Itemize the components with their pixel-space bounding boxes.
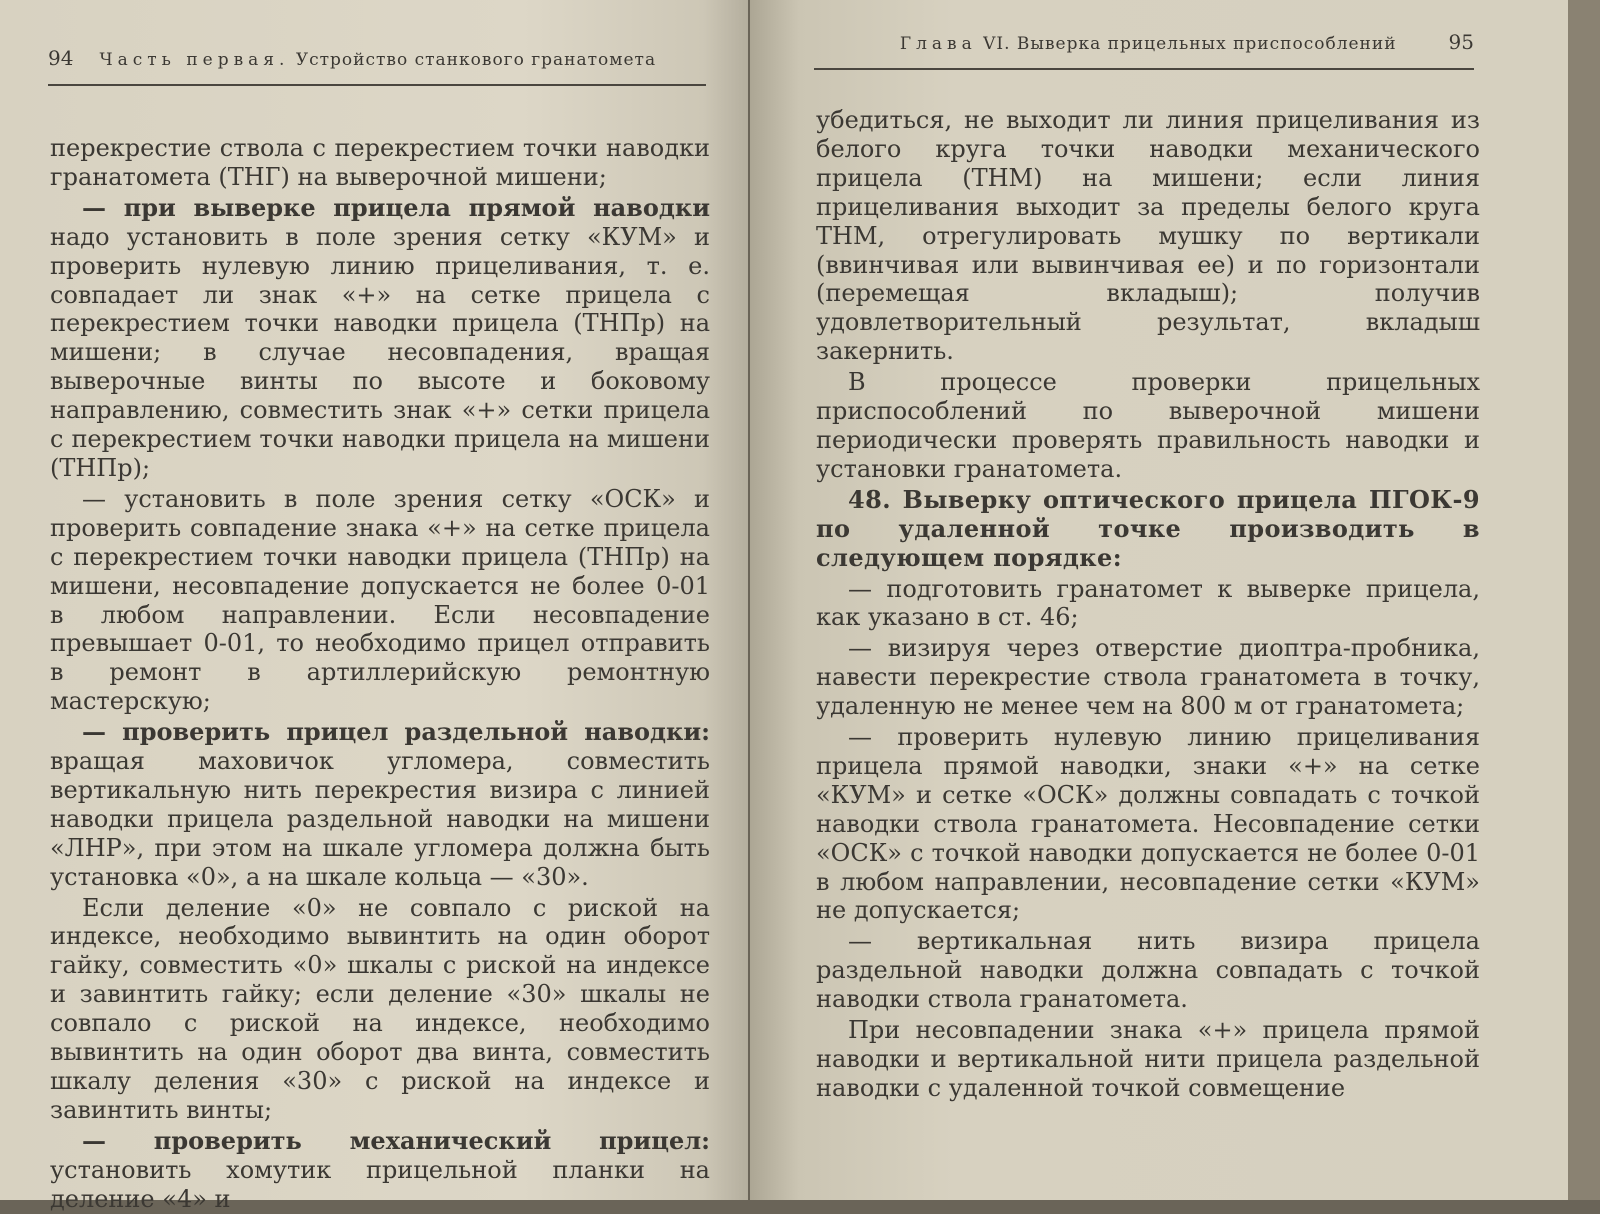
paragraph: — вертикальная нить визира прицела раздельной наводки должна совпадать с точкой наводки ствола гранатомета. <box>816 927 1480 1014</box>
book-edge <box>1568 0 1600 1200</box>
paragraph: перекрестие ствола с перекрестием точки наводки гранатомета (ТНГ) на выверочной мишени; <box>50 134 710 191</box>
paragraph: — при выверке прицела прямой наводки надо установить в поле зрения сетку «КУМ» и проверить нулевую линию прицеливания, т. е. совпадает ли знак «+» на сетке прицела с перекрестием точки наводки прицела (ТНПр) на мишени; в случае несовпадения, вращая выверочные винты по высоте и боковому направлению, совместить знак «+» сетки прицела с перекрестием точки наводки прицела на мишени (ТНПр); <box>50 192 710 482</box>
paragraph: — подготовить гранатомет к выверке прицела, как указано в ст. 46; <box>816 574 1480 632</box>
paragraph: — проверить нулевую линию прицеливания прицела прямой наводки, знаки «+» на сетке «КУМ» и сетке «ОСК» должны совпадать с точкой наводки ствола гранатомета. Несовпадение сетки «ОСК» с точкой наводки допускается не более 0-01 в любом направлении, несовпадение сетки «КУМ» не допускается; <box>816 723 1480 925</box>
section-heading: 48. Выверку оптического прицела ПГОК-9 по удаленной точке производить в следующем порядке: <box>816 484 1480 572</box>
left-page <box>0 0 748 1213</box>
left-running-header <box>48 46 706 86</box>
paragraph: В процессе проверки прицельных приспособлений по выверочной мишени периодически проверять правильность наводки и установки гранатомета. <box>816 368 1480 483</box>
right-header-chapter: Глава <box>899 34 977 54</box>
right-running-header <box>814 30 1474 70</box>
right-header-title: VI. Выверка прицельных приспособлений <box>983 34 1397 54</box>
paragraph: — визируя через отверстие диоптра-пробника, навести перекрестие ствола гранатомета в точку, удаленную не менее чем на 800 м от гранатомета; <box>816 634 1480 721</box>
paragraph: При несовпадении знака «+» прицела прямой наводки и вертикальной нити прицела раздельной наводки с удаленной точкой совмещение <box>816 1016 1480 1102</box>
paragraph: — проверить механический прицел: установить хомутик прицельной планки на деление «4» и <box>50 1125 710 1213</box>
left-header-title: Устройство станкового гранатомета <box>295 50 657 70</box>
paragraph: — проверить прицел раздельной наводки: вращая маховичок угломера, совместить вертикальную нить перекрестия визира с линией наводки прицела раздельной наводки на мишени «ЛНР», при этом на шкале угломера должна быть установка «0», а на шкале кольца — «30». <box>50 717 710 891</box>
left-page-number: 94 <box>48 46 74 70</box>
right-page-number: 95 <box>1448 30 1474 54</box>
paragraph: Если деление «0» не совпало с риской на индексе, необходимо вывинтить на один оборот гайку, совместить «0» шкалы с риской на индексе и завинтить гайку; если деление «30» шкалы не совпало с риской на индексе, необходимо вывинтить на один оборот два винта, совместить шкалу деления «30» с риской на индексе и завинтить винты; <box>50 893 710 1124</box>
right-body-text <box>816 106 1480 1103</box>
left-header-part: Часть первая. <box>99 50 290 70</box>
paragraph: — установить в поле зрения сетку «ОСК» и проверить совпадение знака «+» на сетке прицела с перекрестием точки наводки прицела (ТНПр) на мишени, несовпадение допускается не более 0-01 в любом направлении. Если несовпадение превышает 0-01, то необходимо прицел отправить в ремонт в артиллерийскую ремонтную мастерскую; <box>50 484 710 716</box>
paragraph: убедиться, не выходит ли линия прицеливания из белого круга точки наводки механического прицела (ТНМ) на мишени; если линия прицеливания выходит за пределы белого круга ТНМ, отрегулировать мушку по вертикали (ввинчивая или вывинчивая ее) и по горизонтали (перемещая вкладыш); получив удовлетворительный результат, вкладыш закернить. <box>816 106 1480 366</box>
right-page <box>750 0 1568 1200</box>
left-body-text <box>50 134 710 1214</box>
